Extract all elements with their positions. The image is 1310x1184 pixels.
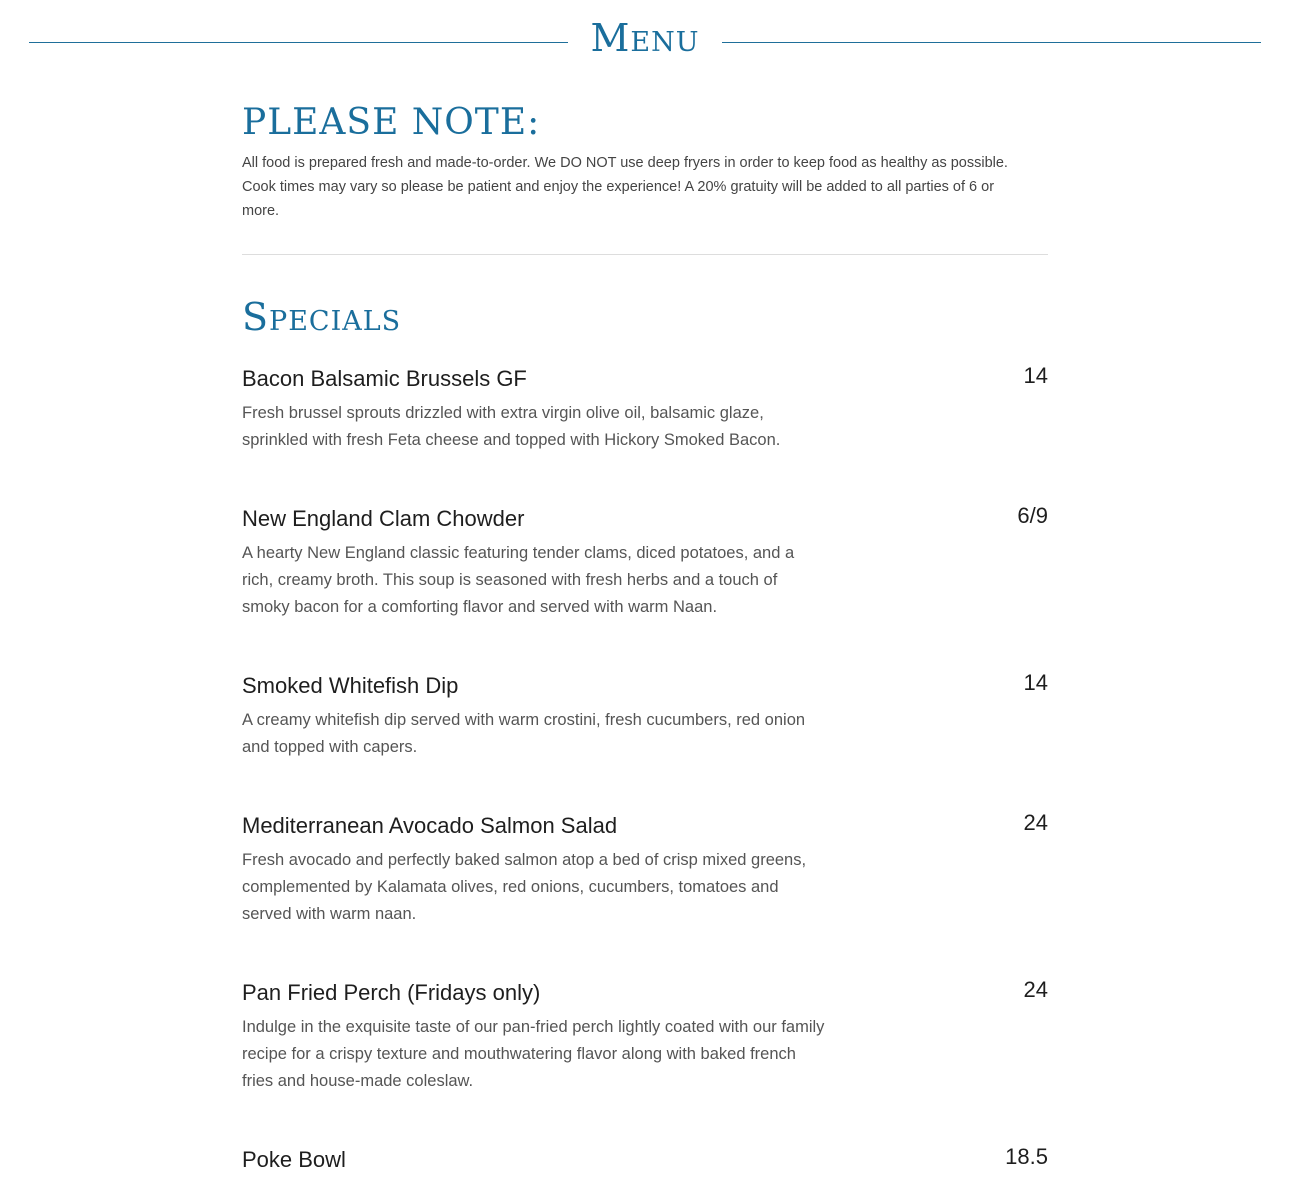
page-title: Menu — [590, 16, 700, 60]
menu-item-name: Poke Bowl — [242, 1147, 346, 1172]
menu-item-description: Indulge in the exquisite taste of our pan-fried perch lightly coated with our family recipe for a crispy texture and mouthwatering flavor along with baked french fries and house-made coleslaw. — [242, 1018, 825, 1090]
menu-item-description: A hearty New England classic featuring tender clams, diced potatoes, and a rich, creamy broth. This soup is seasoned with fresh herbs and a touch of smoky bacon for a comforting flavor and served with warm Naan. — [242, 544, 795, 616]
menu-item-description: Fresh brussel sprouts drizzled with extra virgin olive oil, balsamic glaze, sprinkled with fresh Feta cheese and topped with Hickory Smoked Bacon. — [242, 404, 781, 449]
menu-header — [29, 0, 1261, 80]
menu-item-price: 14 — [1023, 670, 1048, 695]
menu-item-price: 24 — [1023, 977, 1048, 1002]
header-rule-left — [29, 42, 568, 43]
menu-item-description: Fresh avocado and perfectly baked salmon atop a bed of crisp mixed greens, complemented by Kalamata olives, red onions, cucumbers, tomatoes and served with warm naan. — [242, 851, 807, 923]
menu-item-price: 6/9 — [1017, 503, 1048, 528]
header-rule-right — [722, 42, 1261, 43]
menu-item-name: Smoked Whitefish Dip — [242, 673, 459, 698]
menu-item-name: Mediterranean Avocado Salmon Salad — [242, 813, 618, 838]
menu-item-description: A creamy whitefish dip served with warm crostini, fresh cucumbers, red onion and topped with capers. — [242, 711, 806, 756]
notice-heading: PLEASE NOTE: — [242, 102, 541, 143]
section-title-specials: Specials — [242, 295, 402, 339]
menu-item-name: New England Clam Chowder — [242, 506, 525, 531]
section-divider — [242, 254, 1048, 255]
menu-item-price: 18.5 — [1005, 1144, 1048, 1169]
menu-item-price: 24 — [1023, 810, 1048, 835]
notice-body: All food is prepared fresh and made-to-order. We DO NOT use deep fryers in order to keep food as healthy as possible. Cook times may vary so please be patient and enjoy the experience! A 20% gratuity will be added to all parties of 6 or more. — [242, 155, 1008, 219]
menu-item-name: Pan Fried Perch (Fridays only) — [242, 980, 541, 1005]
menu-item-name: Bacon Balsamic Brussels GF — [242, 366, 527, 391]
menu-item-price: 14 — [1023, 363, 1048, 388]
